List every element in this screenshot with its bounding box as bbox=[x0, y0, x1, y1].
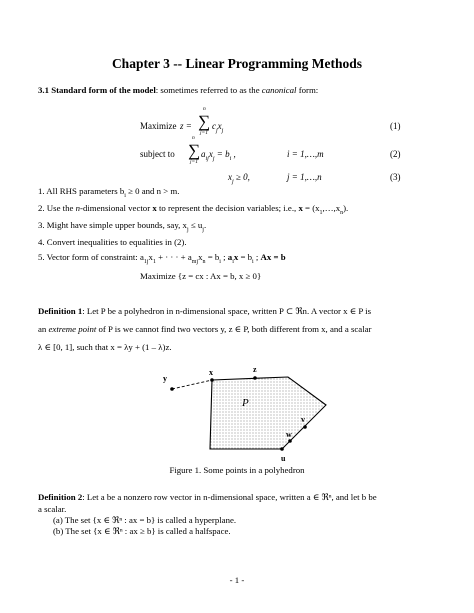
figure-caption: Figure 1. Some points in a polyhedron bbox=[169, 465, 305, 475]
definition1-line1: Definition 1: Let P be a polyhedron in n-dimensional space, written P ⊂ ℜn. A vector x ∈ P is bbox=[38, 306, 372, 316]
sum2-symbol: ∑ bbox=[188, 141, 201, 160]
section-heading: 3.1 Standard form of the model bbox=[38, 85, 156, 95]
section-intro-em: canonical bbox=[261, 85, 297, 95]
definition2-line2: a scalar. bbox=[38, 504, 67, 514]
definition1-line2: an extreme point of P is we cannot find two vectors y, z ∈ P, both different from x, and a scalar bbox=[38, 324, 372, 334]
sum2-bottom: j=1 bbox=[190, 159, 198, 165]
page-number: - 1 - bbox=[229, 575, 245, 585]
point-w bbox=[288, 439, 292, 443]
definition1-line3: λ ∈ [0, 1], such that x = λy + (1 – λ)z. bbox=[38, 342, 172, 352]
sum1-symbol: ∑ bbox=[198, 112, 211, 131]
dashed-segment bbox=[172, 380, 212, 389]
list-item-4: 4. Convert inequalities to equalities in (2). bbox=[38, 237, 187, 247]
definition2-item-a: (a) The set {x ∈ ℜⁿ : ax = b} is called a hyperplane. bbox=[53, 515, 237, 525]
page-title: Chapter 3 -- Linear Programming Methods bbox=[111, 56, 363, 71]
objective-term: $c_jx_j$ bbox=[212, 121, 224, 134]
subject-to-label: subject to bbox=[140, 149, 175, 159]
eq2-number: (2) bbox=[390, 149, 401, 159]
label-u: u bbox=[281, 454, 286, 463]
constraint-range: i = 1,…,m bbox=[287, 149, 324, 159]
label-y: y bbox=[163, 374, 167, 383]
list-item-2: 2. Use the n-dimensional vector x to represent the decision variables; i.e., $x = (x_1,\dots,x_n)$. bbox=[38, 203, 349, 216]
point-v bbox=[303, 425, 307, 429]
label-w: w bbox=[286, 430, 292, 439]
point-u bbox=[280, 447, 284, 451]
label-z: z bbox=[253, 365, 257, 374]
sum2-top: n bbox=[192, 135, 195, 141]
section-intro-post: form: bbox=[296, 85, 319, 95]
nonneg-range: j = 1,…,n bbox=[287, 172, 322, 182]
maximize-label: Maximize bbox=[140, 121, 177, 131]
label-x: x bbox=[209, 368, 213, 377]
polyhedron-p bbox=[210, 377, 326, 449]
point-z bbox=[253, 376, 257, 380]
definition2-item-b: (b) The set {x ∈ ℜⁿ : ax ≥ b} is called a halfspace. bbox=[53, 526, 231, 536]
maximize-lhs: z = bbox=[180, 121, 192, 131]
list-item-5: 5. Vector form of constraint: $a_{1j}x_1$ + · · · + $a_{mj}x_n = b_i$ ; $a_ix = b_i$ ; Ax = b bbox=[38, 252, 286, 265]
list-item-3: 3. Might have simple upper bounds, say, $x_j \le u_j$. bbox=[38, 220, 207, 233]
sum1-bottom: j=1 bbox=[200, 130, 208, 136]
point-y bbox=[170, 387, 174, 391]
max-vector-form: Maximize {z = cx : Ax = b, x ≥ 0} bbox=[140, 271, 262, 281]
definition2-line1: Definition 2: Let a be a nonzero row vector in n-dimensional space, written a ∈ ℜⁿ, and let b be bbox=[38, 492, 377, 502]
point-x bbox=[210, 378, 214, 382]
label-v: v bbox=[301, 415, 305, 424]
sum1-top: n bbox=[203, 106, 206, 112]
constraint-term: $a_{ij}x_j = b_i$ , bbox=[201, 149, 236, 162]
list-item-1: 1. All RHS parameters $b_i \ge 0$ and n > m. bbox=[38, 186, 180, 199]
eq3-number: (3) bbox=[390, 172, 401, 182]
section-intro-pre: : sometimes referred to as the bbox=[155, 85, 262, 95]
nonneg-constraint: $x_j \ge 0$, bbox=[228, 172, 250, 185]
eq1-number: (1) bbox=[390, 121, 401, 131]
label-p: P bbox=[242, 397, 249, 409]
